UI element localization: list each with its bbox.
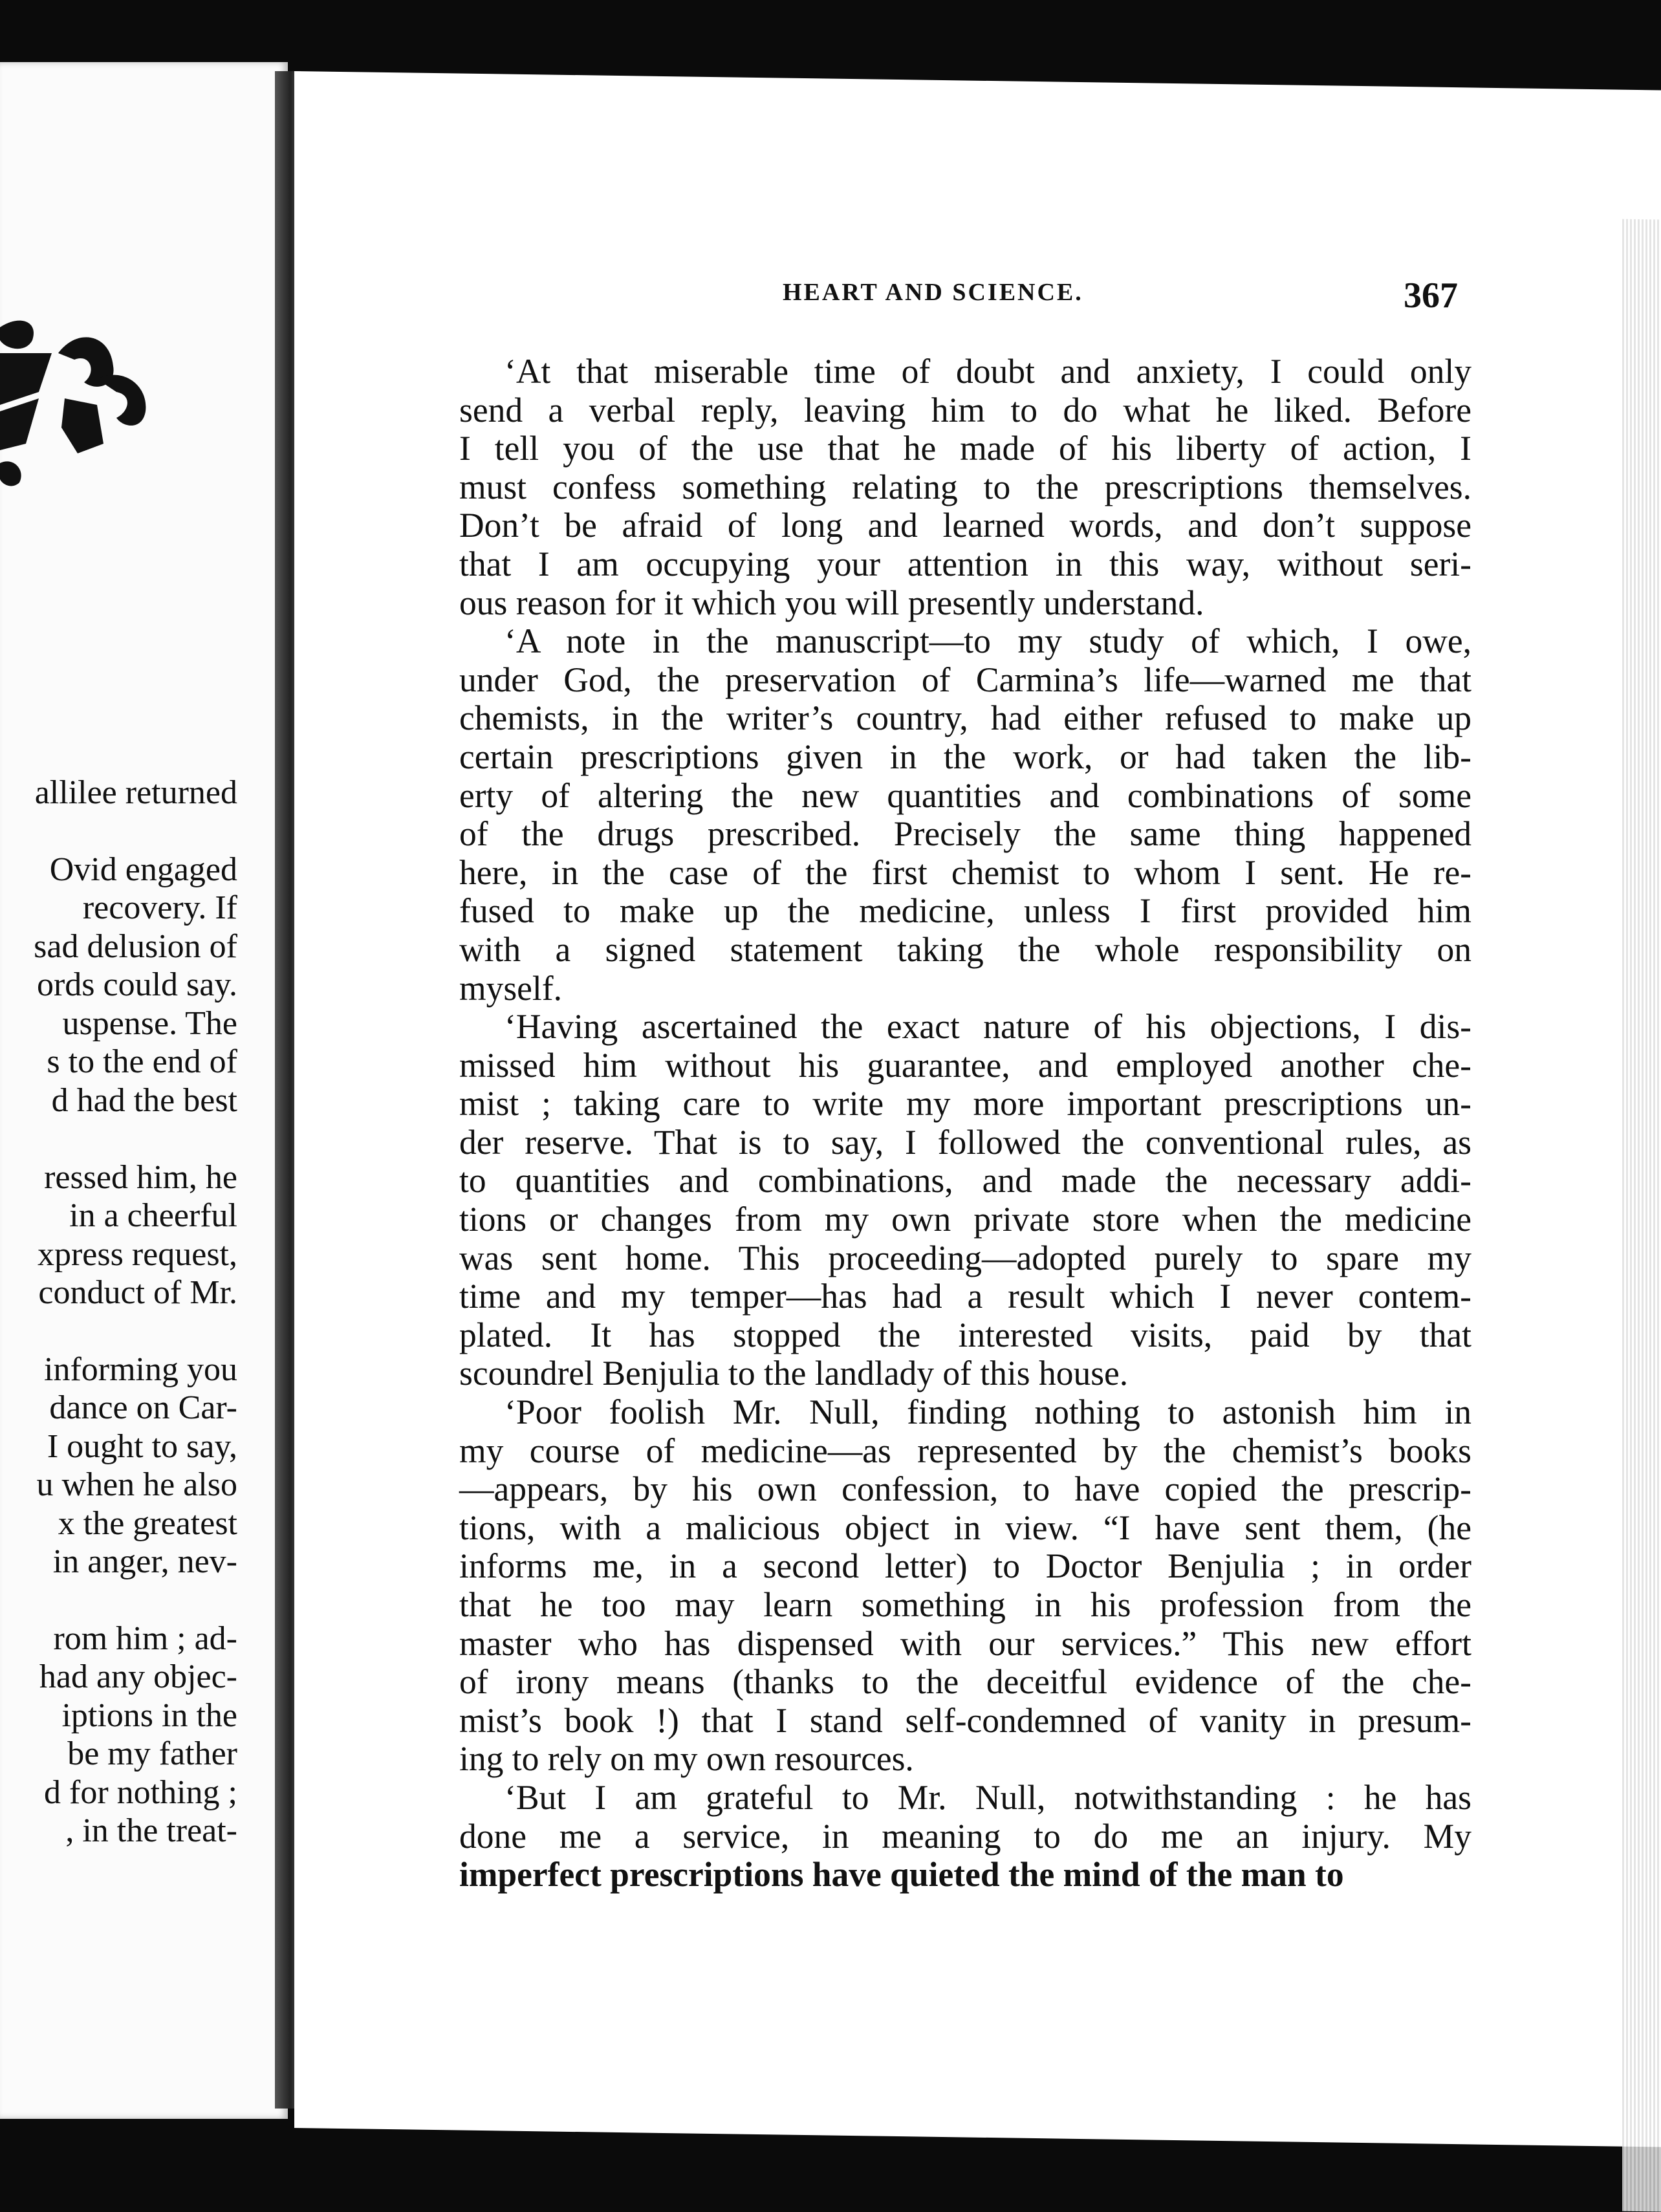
page-number: 367 <box>1404 276 1458 316</box>
text-line: xpress request, <box>37 1235 237 1273</box>
text-line: was sent home. This proceeding—adopted purely to spare my <box>459 1238 1471 1277</box>
text-line: d for nothing ; <box>44 1773 237 1811</box>
text-line: , in the treat- <box>65 1812 237 1849</box>
text-line: chemists, in the writer’s country, had either refused to make up <box>459 699 1471 738</box>
text-line: in anger, nev- <box>52 1543 237 1580</box>
text-line: ‘Having ascertained the exact nature of his objections, I dis- <box>505 1007 1471 1046</box>
text-line: be my father <box>67 1735 237 1772</box>
text-line: ‘But I am grateful to Mr. Null, notwithstanding : he has <box>505 1777 1471 1817</box>
paragraph <box>459 1779 1471 1894</box>
text-line: in a cheerful <box>69 1197 237 1234</box>
text-line: that he too may learn something in his profession from the <box>459 1585 1471 1624</box>
ornament-icon <box>0 314 152 489</box>
text-line: ous reason for it which you will presently understand. <box>459 583 1204 622</box>
text-line: of irony means (thanks to the deceitful evidence of the che- <box>459 1662 1471 1702</box>
text-line: ‘Poor foolish Mr. Null, finding nothing to astonish him in <box>505 1393 1471 1432</box>
running-title: HEART AND SCIENCE. <box>783 279 1083 306</box>
text-line: under God, the preservation of Carmina’s life—warned me that <box>459 660 1471 699</box>
text-line: imperfect prescriptions have quieted the mind of the man to <box>459 1855 1344 1894</box>
text-line: s to the end of <box>47 1043 237 1080</box>
text-line: time and my temper—has had a result which I never contem- <box>459 1277 1471 1316</box>
text-line: scoundrel Benjulia to the landlady of this house. <box>459 1354 1129 1393</box>
left-page-text <box>0 774 237 1850</box>
text-line: master who has dispensed with our services.” This new effort <box>459 1623 1471 1663</box>
text-line: ‘At that miserable time of doubt and anxiety, I could only <box>505 352 1471 391</box>
text-line: ords could say. <box>36 966 237 1003</box>
text-line: here, in the case of the first chemist to whom I sent. He re- <box>459 852 1471 892</box>
text-line: I tell you of the use that he made of his liberty of action, I <box>459 429 1471 468</box>
text-line: sad delusion of <box>34 927 237 965</box>
text-line: done me a service, in meaning to do me an injury. My <box>459 1816 1471 1856</box>
text-line: fused to make up the medicine, unless I first provided him <box>459 891 1471 931</box>
text-line: x the greatest <box>58 1504 237 1542</box>
text-line: mist’s book !) that I stand self-condemned of vanity in presum- <box>459 1700 1471 1740</box>
text-line: conduct of Mr. <box>38 1274 237 1311</box>
text-line: u when he also <box>36 1466 237 1503</box>
text-line: recovery. If <box>82 889 237 926</box>
text-line: certain prescriptions given in the work, or had taken the lib- <box>459 737 1471 776</box>
text-line: erty of altering the new quantities and combinations of some <box>459 775 1471 815</box>
text-line: my course of medicine—as represented by the chemist’s books <box>459 1431 1471 1470</box>
text-line: —appears, by his own confession, to have copied the prescrip- <box>459 1469 1471 1509</box>
text-line: missed him without his guarantee, and employed another che- <box>459 1045 1471 1085</box>
text-line: ‘A note in the manuscript—to my study of which, I owe, <box>505 622 1471 661</box>
text-line: uspense. The <box>62 1004 237 1042</box>
text-line: d had the best <box>51 1081 237 1119</box>
text-line: allilee returned <box>34 774 237 811</box>
text-line: mist ; taking care to write my more important prescriptions un- <box>459 1084 1471 1123</box>
paragraph <box>459 1008 1471 1393</box>
text-line: with a signed statement taking the whole responsibility on <box>459 929 1471 969</box>
text-line: Ovid engaged <box>49 851 237 888</box>
text-line: der reserve. That is to say, I followed the conventional rules, as <box>459 1122 1471 1162</box>
text-line: dance on Car- <box>49 1389 237 1426</box>
text-line: must confess something relating to the prescriptions themselves. <box>459 467 1471 506</box>
text-line: of the drugs prescribed. Precisely the same thing happened <box>459 814 1471 854</box>
paragraph <box>459 1393 1471 1779</box>
text-line: had any objec- <box>39 1658 237 1695</box>
text-line <box>0 1120 237 1158</box>
text-line: tions, with a malicious object in view. “I have sent them, (he <box>459 1508 1471 1547</box>
text-line: to quantities and combinations, and made the necessary addi- <box>459 1161 1471 1200</box>
text-line: ressed him, he <box>44 1158 237 1196</box>
text-line: tions or changes from my own private store when the medicine <box>459 1200 1471 1239</box>
body-text <box>459 352 1471 1894</box>
text-line: rom him ; ad- <box>53 1620 237 1657</box>
text-line: plated. It has stopped the interested visits, paid by that <box>459 1315 1471 1354</box>
text-line: ing to rely on my own resources. <box>459 1739 914 1779</box>
text-line: send a verbal reply, leaving him to do what he liked. Before <box>459 390 1471 429</box>
text-line: that I am occupying your attention in this way, without seri- <box>459 544 1471 583</box>
text-line: Don’t be afraid of long and learned words, and don’t suppose <box>459 506 1471 545</box>
text-line: myself. <box>459 968 562 1008</box>
text-line: I ought to say, <box>47 1427 237 1465</box>
paragraph <box>459 352 1471 622</box>
text-line: informing you <box>44 1350 237 1388</box>
text-line: iptions in the <box>61 1697 237 1734</box>
paragraph <box>459 622 1471 1008</box>
left-page <box>0 62 288 2119</box>
text-line: informs me, in a second letter) to Doctor Benjulia ; in order <box>459 1546 1471 1586</box>
page-edges <box>1622 219 1661 2212</box>
